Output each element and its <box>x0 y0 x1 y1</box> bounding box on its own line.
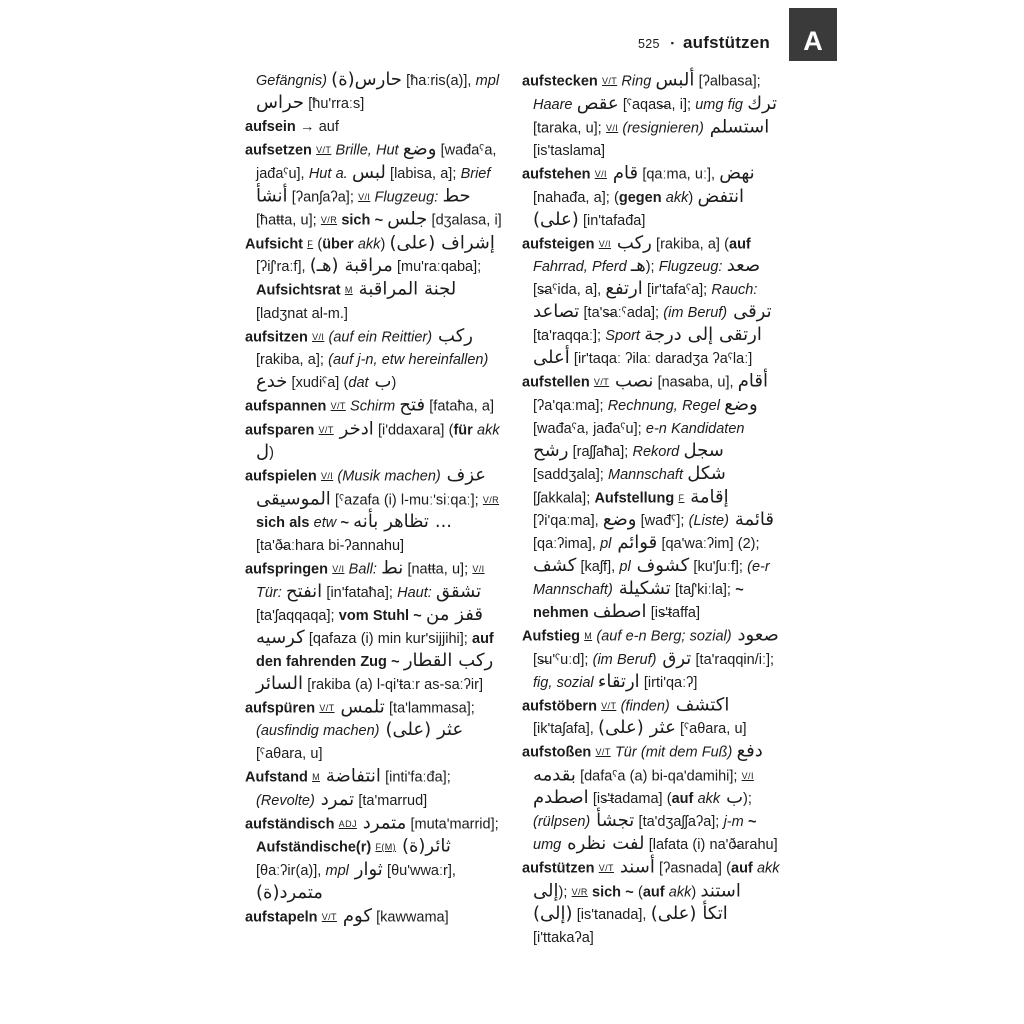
dictionary-entry: aufsteigen V/I ركب [rakiba, a] (auf Fahrrad, Pferd هـ); Flugzeug: صعد [s̶aˤida, a], ارتفع [ir'tafaˤa]; Rauch: تصاعد [ta's̶aːˤada]; (im Beruf) ترقى [ta'raqqaː]; Sport ارتقى إلى درجة أعلى [ir'taqaː ʔilaː daradʒa ʔaˤlaː] <box>522 232 772 368</box>
dictionary-entry: Aufstieg M (auf e-n Berg; sozial) صعود [s̶u'ˤuːd]; (im Beruf) ترق [ta'raqqin/iː]; fig, sozial ارتقاء [irti'qaːʔ] <box>522 624 779 692</box>
dictionary-entry: Gefängnis) حارس(ة) [ħaːris(a)], mpl حراس [ħu'rraːs] <box>256 69 500 113</box>
bullet-separator-icon: ▪ <box>670 38 674 48</box>
dictionary-entry: aufsein → auf <box>245 119 339 135</box>
dictionary-entry: aufstellen V/T نصب [nas̶aba, u], أقام [ʔa'qaːma]; Rechnung, Regel وضع [wađaˤa, jađaˤu]; e-n Kandidaten رشح [raʃʃaħa]; Rekord سجل [saddʒala]; Mannschaft شكل [ʃakkala]; Aufstellung F إقامة [ʔi'qaːma], وضع [wađˤ]; (Liste) قائمة [qaːʔima], pl قوائم [qa'waːʔim] (2); كشف [kaʃf], pl كشوف [ku'ʃuːf]; (e-r Mannschaft) تشكيلة [taʃ'kiːla]; ~ nehmen اصطف [is̶'ŧaffa] <box>522 370 774 622</box>
dictionary-entry: aufsetzen V/T Brille, Hut وضع [wađaˤa, jađaˤu], Hut a. لبس [labisa, a]; Brief أنشأ [ʔanʃaʔa]; V/I Flugzeug: حط [ħaŧŧa, u]; V/R sich ~ جلس [dʒalasa, i] <box>245 138 502 230</box>
dictionary-entry: aufstecken V/T Ring ألبس [ʔalbasa]; Haare عقص [ˤaqas̶a, i]; umg fig ترك [taraka, u]; V/I (resignieren) استسلم [is'taslama] <box>522 69 777 159</box>
dictionary-entry: aufsparen V/T ادخر [i'ddaxara] (für akk ل) <box>245 418 500 462</box>
dictionary-entry: aufstöbern V/T (finden) اكتشف [ik'taʃafa], عثر (على) [ˤaθara, u] <box>522 694 747 738</box>
running-head <box>245 33 770 53</box>
dictionary-entry: aufständisch ADJ متمرد [muta'marrid]; Aufständische(r) F(M) ثائر(ة) [θaːʔir(a)], mpl ثوار [θu'wwaːr], متمرد(ة) <box>245 812 499 903</box>
dictionary-entry: aufspringen V/I Ball: نط [naŧŧa, u]; V/I Tür: انفتح [in'fataħa]; Haut: تشقق [ta'ʃaqqaqa]; vom Stuhl ~ قفز من كرسيه [qafaza (i) min kur'sijjihi]; auf den fahrenden Zug ~ ركب القطار السائر [rakiba (a) l-qi'ŧaːr as-saːʔir] <box>245 557 494 694</box>
dictionary-entry: Aufstand M انتفاضة [inti'faːđa]; (Revolte) تمرد [ta'marrud] <box>245 765 451 810</box>
dictionary-entry: aufstoßen V/T Tür (mit dem Fuß) دفع بقدمه [dafaˤa (a) bi-qa'damihi]; V/I اصطدم [is̶'ŧadama] (auf akk ب); (rülpsen) تجشأ [ta'dʒaʃʃaʔa]; j-m ~ umg لفت نظره [lafata (i) na'ð̶arahu] <box>522 740 778 854</box>
column-left <box>245 70 503 950</box>
page-number: 525 <box>638 37 660 51</box>
dictionary-entry: Aufsicht F (über akk) إشراف (على) [ʔiʃ'raːf], مراقبة (هـ) [mu'raːqaba]; Aufsichtsrat M لجنة المراقبة [ladʒnat al-m.] <box>245 232 495 322</box>
dictionary-entry: aufspielen V/I (Musik machen) عزف الموسيقى [ˤazafa (i) l-muː'siːqaː]; V/R sich als etw ~ تظاهر بأنه ... [ta'ð̶aːhara bi-ʔannahu] <box>245 464 500 554</box>
dictionary-entry: aufstehen V/I قام [qaːma, uː], نهض [nahađa, a]; (gegen akk) انتفض (على) [in'tafađa] <box>522 162 755 230</box>
dictionary-entry: aufspannen V/T Schirm فتح [fataħa, a] <box>245 394 494 416</box>
page-content <box>245 70 781 950</box>
column-right <box>522 70 780 950</box>
dictionary-entry: aufspüren V/T تلمس [ta'lammasa]; (ausfindig machen) عثر (على) [ˤaθara, u] <box>245 696 475 762</box>
letter-index-tab <box>789 8 837 61</box>
dictionary-entry: aufstützen V/T أسند [ʔasnada] (auf akk إلى); V/R sich ~ (auf akk) استند (إلى) [is'tanada], اتكأ (على) [i'ttakaʔa] <box>522 856 780 946</box>
running-headword: aufstützen <box>683 33 770 52</box>
dictionary-entry: aufsitzen V/I (auf ein Reittier) ركب [rakiba, a]; (auf j-n, etw hereinfallen) خدع [xudiˤa] (dat ب) <box>245 325 489 392</box>
dictionary-entry: aufstapeln V/T كوم [kawwama] <box>245 905 449 926</box>
letter-tab-label: A <box>803 26 823 56</box>
